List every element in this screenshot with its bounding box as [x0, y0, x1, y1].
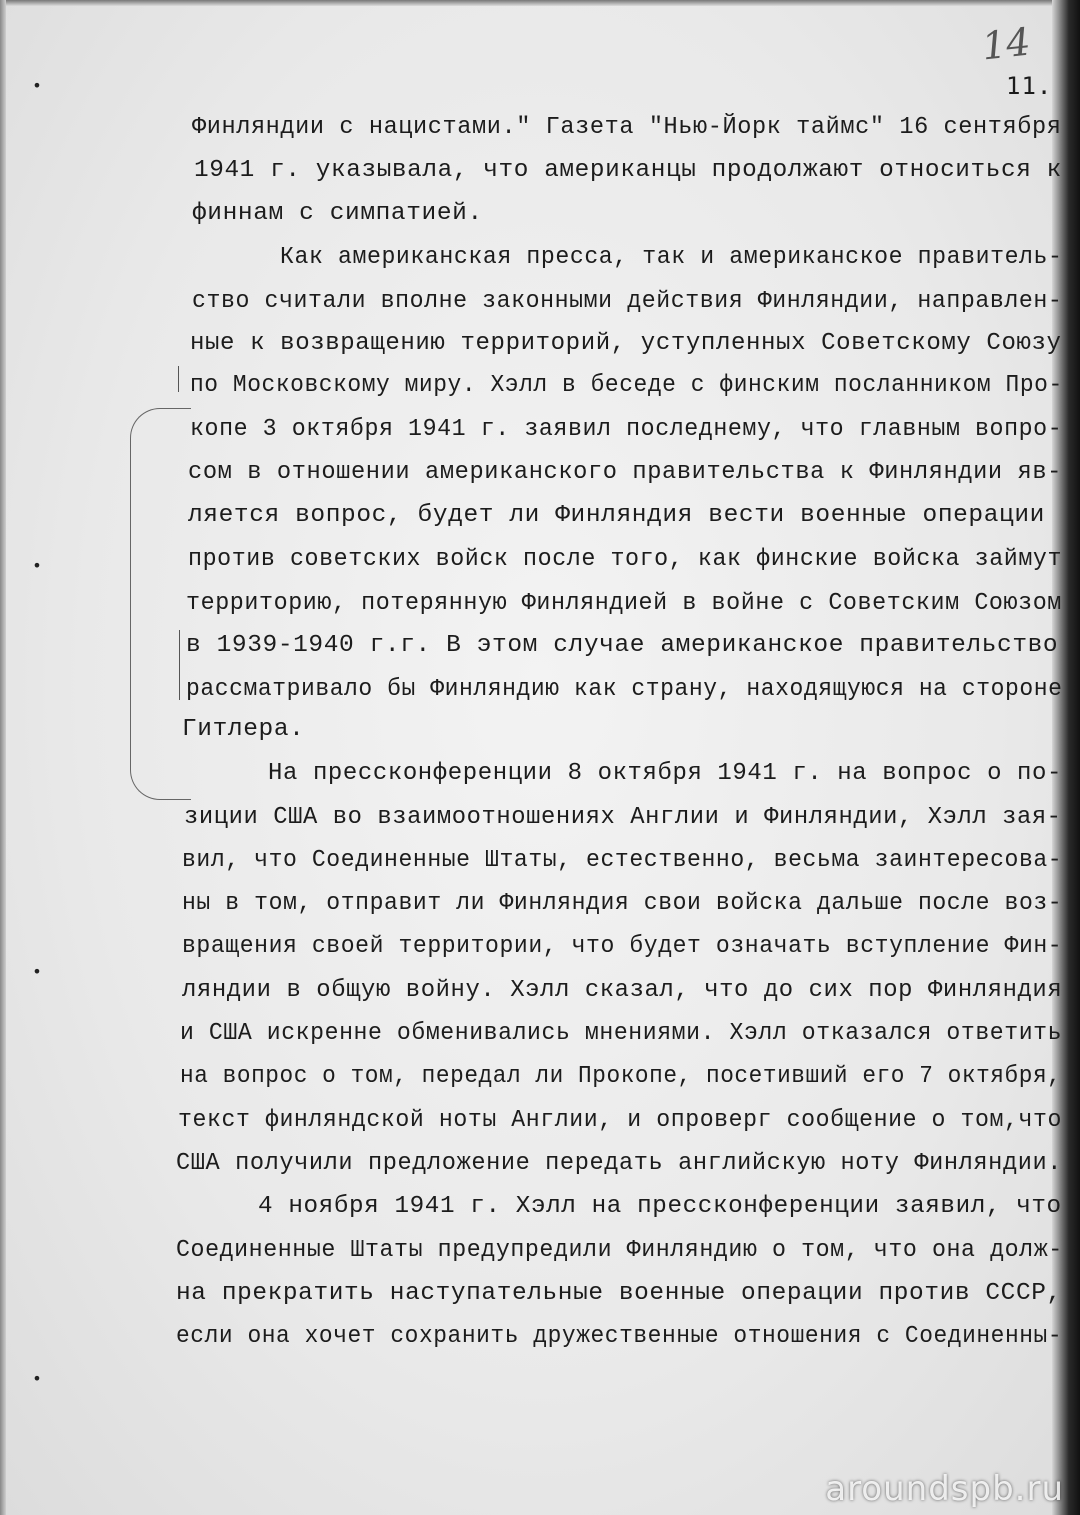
text-line: текст финляндской ноты Англии, и опроверг сообщение о том,что	[178, 1107, 1062, 1134]
text-line: и США искренне обменивались мнениями. Хэлл отказался ответить	[180, 1020, 1063, 1047]
text-line: ство считали вполне законными действия Финляндии, направлен-	[192, 288, 1063, 315]
text-line: территорию, потерянную Финляндией в войне с Советским Союзом	[186, 590, 1062, 617]
handwritten-page-number: 14	[979, 19, 1033, 69]
text-line: против советских войск после того, как финские войска займут	[188, 546, 1063, 573]
text-line: копе 3 октября 1941 г. заявил последнему, что главным вопро-	[190, 416, 1063, 443]
text-line: на прекратить наступательные военные операции против СССР,	[176, 1280, 1062, 1307]
text-line: рассматривало бы Финляндию как страну, находящуюся на стороне	[186, 676, 1063, 703]
text-line: зиции США во взаимоотношениях Англии и Финляндии, Хэлл зая-	[184, 804, 1062, 831]
text-line: на вопрос о том, передал ли Прокопе, посетивший его 7 октября,	[180, 1063, 1062, 1090]
punch-hole-mark: •	[32, 962, 42, 981]
text-line: если она хочет сохранить дружественные отношения с Соединенны-	[176, 1323, 1063, 1350]
margin-bar-mark	[178, 366, 179, 392]
text-line: ны в том, отправит ли Финляндия свои войска дальше после воз-	[182, 890, 1063, 917]
margin-bar-mark	[179, 630, 180, 700]
site-watermark: aroundspb.ru	[825, 1469, 1064, 1509]
punch-hole-mark: •	[32, 76, 42, 95]
text-line: 4 ноября 1941 г. Хэлл на прессконференции заявил, что	[258, 1193, 1062, 1220]
text-line: Как американская пресса, так и американское правитель-	[280, 244, 1063, 271]
text-line: ляется вопрос, будет ли Финляндия вести военные операции	[188, 502, 1045, 529]
text-line: вращения своей территории, что будет означать вступление Фин-	[182, 933, 1063, 960]
text-line: по Московскому миру. Хэлл в беседе с финским посланником Про-	[190, 372, 1063, 399]
text-line: ные к возвращению территорий, уступленных Советскому Союзу	[190, 330, 1062, 357]
text-line: сом в отношении американского правительства к Финляндии яв-	[188, 459, 1062, 486]
text-line: ляндии в общую войну. Хэлл сказал, что до сих пор Финляндия	[182, 977, 1063, 1004]
scan-left-edge	[0, 0, 6, 1515]
text-line: в 1939-1940 г.г. В этом случае американское правительство	[186, 632, 1059, 659]
text-line: 1941 г. указывала, что американцы продолжают относиться к	[194, 157, 1062, 184]
page-number: 11.	[1006, 72, 1053, 100]
text-line: Соединенные Штаты предупредили Финляндию о том, что она долж-	[176, 1237, 1063, 1264]
text-line: Финляндии с нацистами." Газета "Нью-Йорк таймс" 16 сентября	[192, 114, 1062, 141]
punch-hole-mark: •	[32, 1369, 42, 1388]
text-line: Гитлера.	[182, 716, 305, 743]
text-line: На прессконференции 8 октября 1941 г. на вопрос о по-	[268, 760, 1062, 787]
scan-top-edge	[0, 0, 1080, 6]
punch-hole-mark: •	[32, 556, 42, 575]
text-line: вил, что Соединенные Штаты, естественно, весьма заинтересова-	[182, 847, 1063, 874]
text-line: США получили предложение передать английскую ноту Финляндии.	[176, 1150, 1063, 1177]
text-line: финнам с симпатией.	[192, 200, 483, 227]
